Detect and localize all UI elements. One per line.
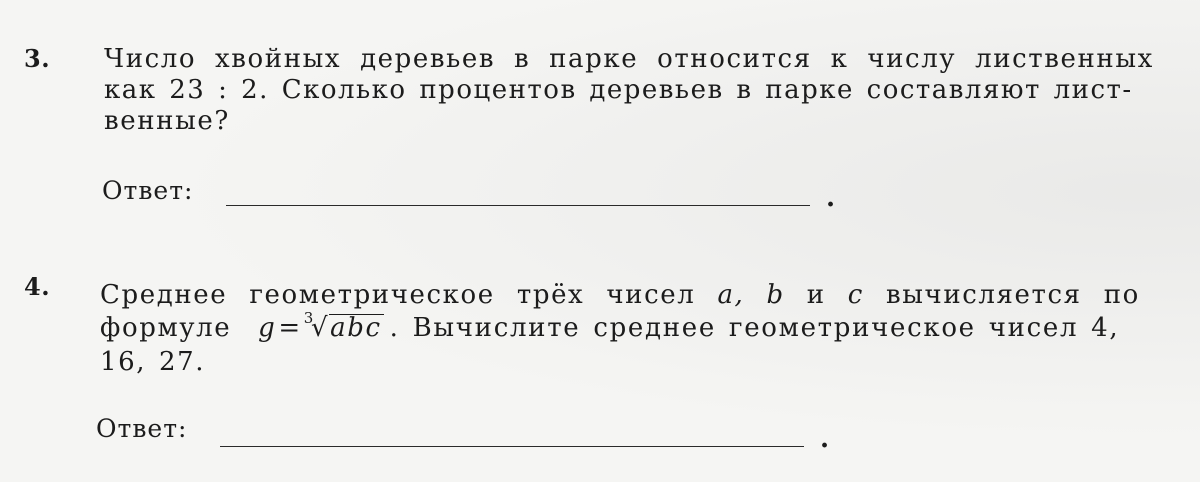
answer-label: Ответ: [102, 176, 194, 205]
task-text [104, 44, 1154, 137]
formula-eq: = [278, 313, 302, 343]
root-sign: √ [310, 313, 330, 343]
task-number: 4. [24, 272, 51, 301]
task-number: 3. [24, 44, 51, 73]
radicand: abc [330, 313, 382, 343]
word: Среднее [100, 280, 228, 310]
task-line [104, 44, 1154, 75]
variable-a: a, [717, 280, 745, 310]
word: хвойных [215, 44, 342, 74]
word: по [1103, 280, 1140, 310]
word: Число [104, 44, 197, 74]
word: деревьев [360, 44, 496, 74]
word: относится [657, 44, 812, 74]
task-line-1 [100, 280, 1140, 311]
answer-field[interactable] [226, 205, 810, 206]
word: к [830, 44, 849, 74]
task-line: как 23 : 2. Сколько процентов деревьев в парке составляют лист- [104, 75, 1133, 105]
word: парке [549, 44, 639, 74]
answer-label: Ответ: [96, 414, 188, 443]
word: в [513, 44, 531, 74]
answer-period: . [820, 424, 830, 454]
word: трёх [516, 280, 585, 310]
cube-root-formula [258, 309, 383, 347]
formula-lhs: g [258, 313, 277, 343]
task-line: венные? [104, 106, 230, 136]
task-line-3: 16, 27. [100, 347, 206, 377]
sentence-rest: . Вычислите среднее геометрическое чисел 4, [389, 313, 1120, 343]
word: и [806, 280, 826, 310]
word: вычисляется [886, 280, 1082, 310]
root-index: 3 [303, 309, 315, 327]
word: чисел [606, 280, 696, 310]
word: числу [867, 44, 957, 74]
variable-c: c [847, 280, 864, 310]
answer-field[interactable] [220, 446, 804, 447]
word: геометрическое [249, 280, 495, 310]
word: лиственных [975, 44, 1154, 74]
task-line-2 [100, 309, 1140, 347]
answer-period: . [826, 183, 836, 213]
variable-b: b [766, 280, 785, 310]
task-text [100, 280, 1140, 378]
word: формуле [100, 313, 232, 343]
